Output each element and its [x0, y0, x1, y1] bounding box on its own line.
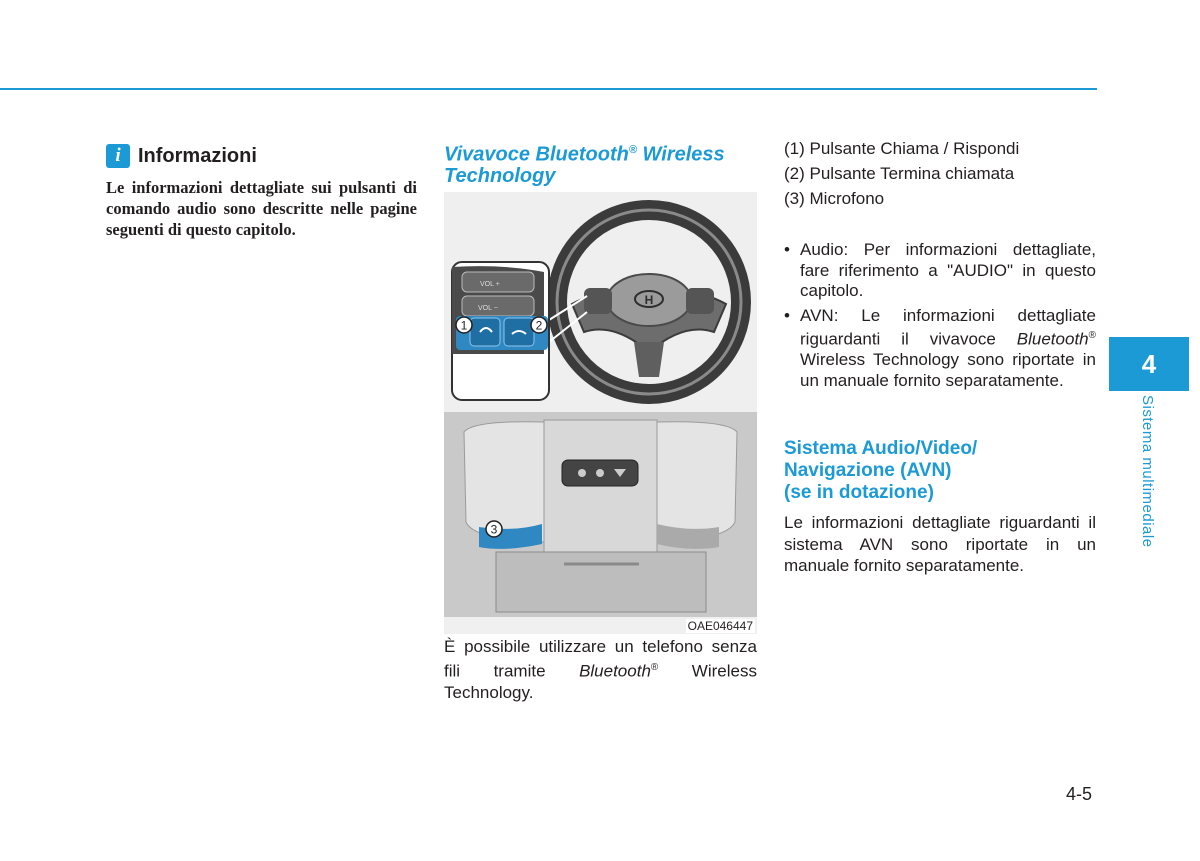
- microphone-figure: [444, 412, 757, 634]
- bluetooth-body: È possibile utilizzare un telefono senza fili tramite Bluetooth® Wireless Technology.: [444, 637, 757, 702]
- button-legend: [784, 138, 1019, 213]
- chapter-tab: 4: [1109, 337, 1189, 391]
- notes-list: [784, 240, 1096, 395]
- figure-code-2: OAE046447: [687, 619, 753, 633]
- callout-3: 3: [490, 522, 498, 537]
- legend-item-call: (1) Pulsante Chiama / Rispondi: [784, 139, 1020, 158]
- info-heading: [106, 144, 257, 168]
- vol-up-label: VOL +: [480, 281, 500, 288]
- bluetooth-section-title: Vivavoce Bluetooth® Wireless Technology: [444, 143, 725, 187]
- vol-down-label: VOL −: [478, 305, 498, 312]
- header-rule: [0, 88, 1097, 90]
- svg-text:H: H: [644, 293, 654, 307]
- callout-1: 1: [460, 318, 468, 333]
- steering-wheel-figure: [444, 192, 757, 442]
- info-title: Informazioni: [138, 144, 257, 167]
- overhead-console-illustration: [444, 412, 757, 617]
- info-icon: i: [106, 144, 130, 168]
- avn-body: Le informazioni dettagliate riguardanti il sistema AVN sono riportate in un manuale fornito separatamente.: [784, 513, 1096, 575]
- page-number: 4-5: [1066, 784, 1093, 804]
- note-audio: • Audio: Per informazioni dettagliate, fare riferimento a "AUDIO" in questo capitolo.: [784, 240, 1096, 302]
- legend-item-end-call: (2) Pulsante Termina chiamata: [784, 164, 1015, 183]
- steering-wheel-illustration: [444, 192, 757, 422]
- info-body: Le informazioni dettagliate sui pulsanti di comando audio sono descritte nelle pagine seguenti di questo capitolo.: [106, 178, 417, 239]
- chapter-label: Sistema multimediale: [1139, 395, 1156, 548]
- callout-2: 2: [535, 318, 543, 333]
- legend-item-microphone: (3) Microfono: [784, 189, 885, 208]
- avn-section-title: Sistema Audio/Video/ Navigazione (AVN) (se in dotazione): [784, 438, 978, 503]
- note-avn: • AVN: Le informazioni dettagliate riguardanti il vivavoce Bluetooth® Wireless Technology sono riportate in un manuale fornito separatamente.: [784, 306, 1096, 392]
